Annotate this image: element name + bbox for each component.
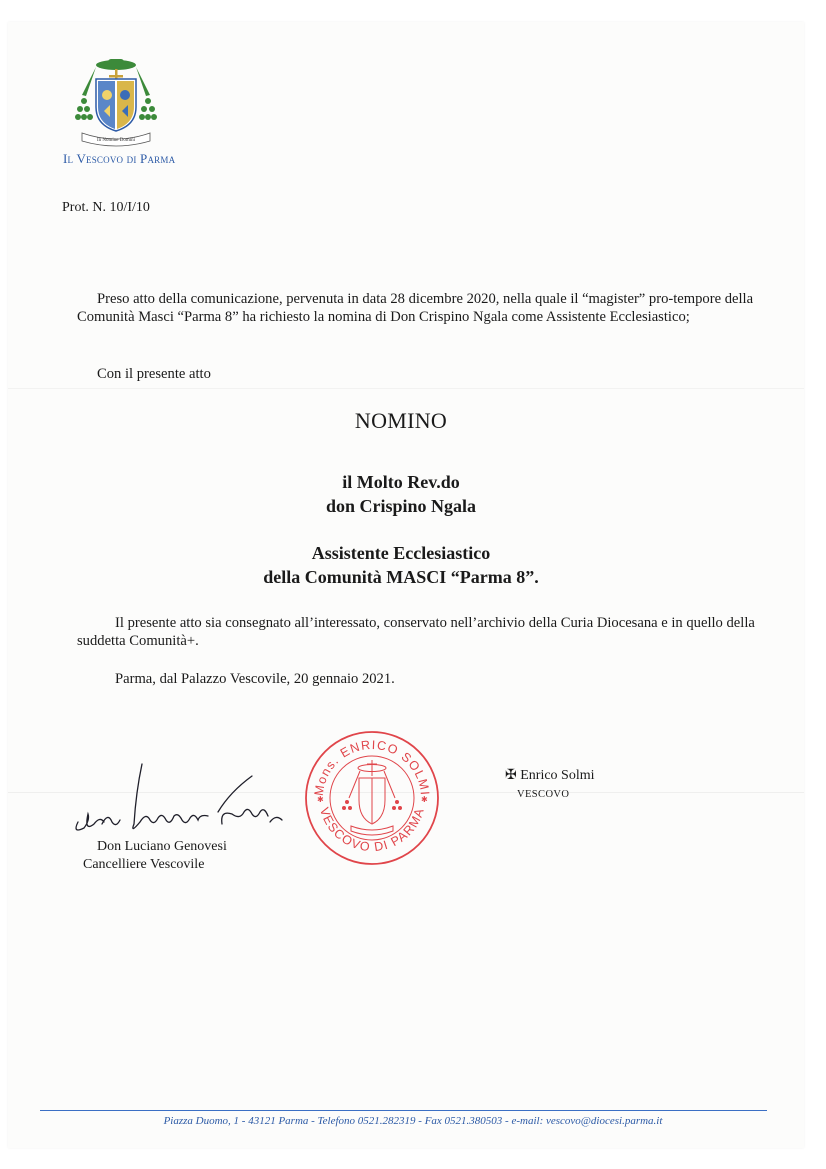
- coat-of-arms-logo: [74, 55, 158, 147]
- fold-crease: [8, 388, 804, 389]
- appointee-name: don Crispino Ngala: [325, 496, 477, 516]
- footer-contact: Piazza Duomo, 1 - 43121 Parma - Telefono 0521.282319 - Fax 0521.380503 - e-mail: vescovo@diocesi.parma.it: [163, 1115, 663, 1127]
- bishop-name: ✠ Enrico Solmi: [505, 768, 595, 783]
- footer-divider: [40, 1110, 767, 1111]
- chancellor-name: Don Luciano Genovesi: [97, 839, 227, 854]
- bishop-title: VESCOVO: [517, 789, 570, 800]
- chancellor-title: Cancelliere Vescovile: [83, 857, 205, 872]
- preamble-paragraph: [77, 291, 757, 326]
- delivery-text: Il presente atto sia consegnato all’interessato, conservato nell’archivio della Curia Diocesana e in quello della suddetta Comunità+.: [77, 615, 755, 649]
- place-date-line: Parma, dal Palazzo Vescovile, 20 gennaio 2021.: [115, 671, 395, 687]
- svg-text:✱: ✱: [317, 795, 324, 804]
- role-title: Assistente Ecclesiastico: [311, 543, 491, 563]
- protocol-number: Prot. N. 10/I/10: [62, 200, 150, 215]
- preamble-text: Preso atto della comunicazione, pervenuta in data 28 dicembre 2020, nella quale il “magister” pro-tempore della Comunità Masci “Parma 8” ha richiesto la nomina di Don Crispino Ngala come Assistente Ecclesiastico;: [77, 291, 754, 325]
- episcopal-stamp: [303, 730, 441, 866]
- svg-text:VESCOVO DI PARMA: VESCOVO DI PARMA: [317, 805, 427, 855]
- intro-line: Con il presente atto: [97, 366, 211, 382]
- appointee-honorific: il Molto Rev.do: [342, 472, 460, 492]
- role-community: della Comunità MASCI “Parma 8”.: [263, 567, 539, 587]
- delivery-paragraph: [77, 615, 757, 650]
- handwritten-signature: [70, 762, 285, 847]
- appointment-heading: NOMINO: [354, 408, 448, 433]
- issuer-name: Il Vescovo di Parma: [63, 151, 176, 166]
- svg-text:✱: ✱: [421, 795, 428, 804]
- motto-text: In Nomine Domini: [96, 138, 136, 143]
- svg-text:Mons. ENRICO SOLMI: Mons. ENRICO SOLMI: [311, 737, 432, 797]
